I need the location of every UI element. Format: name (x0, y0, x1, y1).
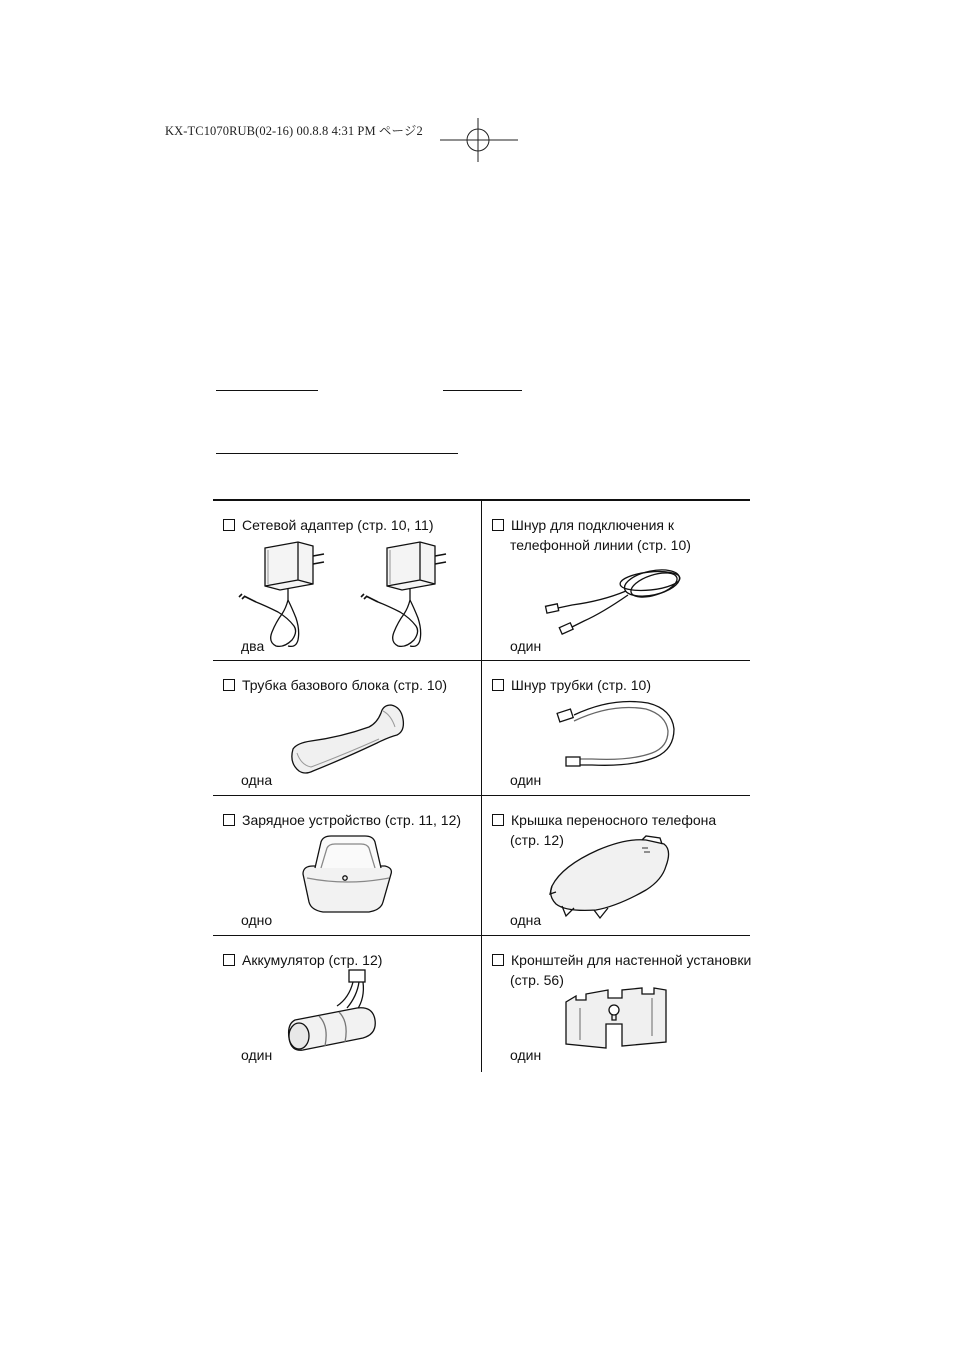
handset-cord-icon (552, 695, 682, 777)
quantity: два (241, 638, 265, 654)
accessory-cell-handset (213, 661, 481, 795)
accessory-label-cont: (стр. 12) (510, 832, 564, 848)
heading-rule-1 (216, 390, 318, 391)
checkbox[interactable] (492, 519, 504, 531)
accessory-label: Трубка базового блока (стр. 10) (242, 677, 448, 693)
telephone-line-cord-icon (542, 561, 692, 641)
accessory-label: Крышка переносного телефона (511, 812, 717, 828)
checkbox[interactable] (223, 954, 235, 966)
accessories-table (213, 499, 750, 1072)
accessory-label: Шнур для подключения к (511, 517, 674, 533)
accessory-cell-battery (213, 936, 481, 1072)
quantity: один (510, 772, 542, 788)
ac-adapter-icon (238, 536, 458, 651)
handset-cover-icon (546, 836, 678, 920)
accessory-cell-charger (213, 796, 481, 935)
accessory-label: Зарядное устройство (стр. 11, 12) (242, 812, 462, 828)
accessory-cell-handset-cover (482, 796, 750, 935)
accessory-label-cont: телефонной линии (стр. 10) (510, 537, 691, 553)
accessory-cell-wall-bracket (482, 936, 750, 1072)
accessory-label-cont: (стр. 56) (510, 972, 564, 988)
heading-rule-2 (443, 390, 522, 391)
battery-icon (287, 968, 397, 1054)
checkbox[interactable] (223, 519, 235, 531)
quantity: одна (241, 772, 273, 788)
accessory-cell-ac-adapter (213, 501, 481, 660)
charger-icon (299, 834, 399, 916)
accessory-label: Кронштейн для настенной установки (511, 952, 752, 968)
accessory-label: Сетевой адаптер (стр. 10, 11) (242, 517, 434, 533)
quantity: один (510, 638, 542, 654)
registration-mark-icon (440, 118, 520, 162)
checkbox[interactable] (492, 954, 504, 966)
accessory-label: Аккумулятор (стр. 12) (242, 952, 383, 968)
heading-rule-3 (216, 453, 458, 454)
accessory-cell-line-cord (482, 501, 750, 660)
checkbox[interactable] (223, 679, 235, 691)
quantity: один (241, 1047, 273, 1063)
checkbox[interactable] (223, 814, 235, 826)
quantity: одна (510, 912, 542, 928)
checkbox[interactable] (492, 814, 504, 826)
accessory-cell-handset-cord (482, 661, 750, 795)
wall-bracket-icon (562, 984, 672, 1056)
accessory-label: Шнур трубки (стр. 10) (511, 677, 652, 693)
handset-icon (285, 701, 415, 781)
quantity: один (510, 1047, 542, 1063)
checkbox[interactable] (492, 679, 504, 691)
quantity: одно (241, 912, 273, 928)
print-slug: KX-TC1070RUB(02-16) 00.8.8 4:31 PM ページ2 (165, 124, 423, 138)
